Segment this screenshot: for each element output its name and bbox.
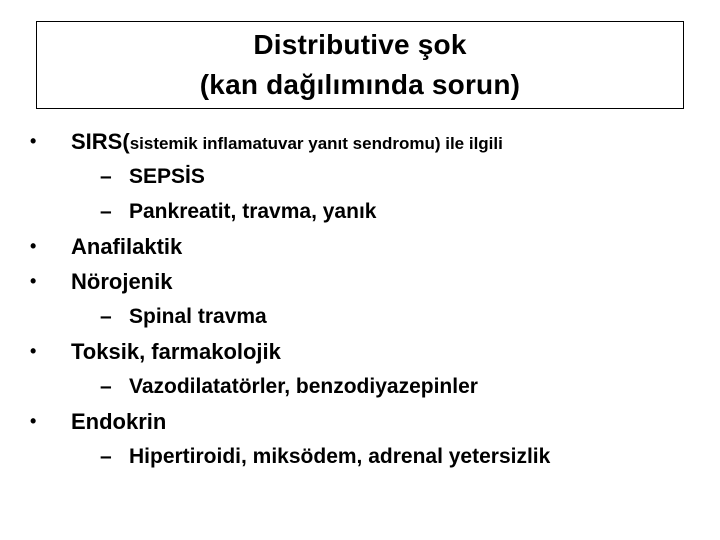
slide-title-line-2: (kan dağılımında sorun): [199, 69, 521, 100]
bullet-icon: •: [30, 341, 37, 361]
bullet-icon: •: [30, 271, 37, 291]
bullet-icon: •: [30, 131, 37, 151]
dash-icon: –: [100, 305, 112, 328]
bullet-label: Endokrin: [71, 409, 167, 434]
bullet-item-toksik: [30, 334, 700, 369]
dash-icon: –: [100, 200, 112, 223]
dash-icon: –: [100, 165, 112, 188]
sub-item-label: Hipertiroidi, miksödem, adrenal yetersizlik: [129, 445, 551, 468]
bullet-item-norojenik: [30, 264, 700, 299]
slide-title-line-1: Distributive şok: [253, 29, 467, 60]
sub-item-pankreatit: [30, 194, 700, 229]
bullet-list: [30, 124, 700, 474]
title-box: [36, 21, 684, 109]
sub-item-sepsis: [30, 159, 700, 194]
bullet-label: Nörojenik: [71, 269, 173, 294]
bullet-detail: sistemik inflamatuvar yanıt sendromu) ile ilgili: [129, 134, 503, 153]
bullet-item-sirs: [30, 124, 700, 159]
bullet-item-anafilaktik: [30, 229, 700, 264]
sub-item-spinal-travma: [30, 299, 700, 334]
bullet-label: Anafilaktik: [71, 234, 183, 259]
sub-item-hipertiroidi: [30, 439, 700, 474]
sub-item-vazodilatatorler: [30, 369, 700, 404]
bullet-item-endokrin: [30, 404, 700, 439]
sub-item-label: Pankreatit, travma, yanık: [129, 200, 377, 223]
dash-icon: –: [100, 445, 112, 468]
sub-item-label: SEPSİS: [129, 165, 205, 188]
sub-item-label: Spinal travma: [129, 305, 267, 328]
sub-item-label: Vazodilatatörler, benzodiyazepinler: [129, 375, 478, 398]
bullet-label: SIRS(: [71, 129, 130, 154]
dash-icon: –: [100, 375, 112, 398]
bullet-icon: •: [30, 236, 37, 256]
bullet-label: Toksik, farmakolojik: [71, 339, 281, 364]
bullet-icon: •: [30, 411, 37, 431]
